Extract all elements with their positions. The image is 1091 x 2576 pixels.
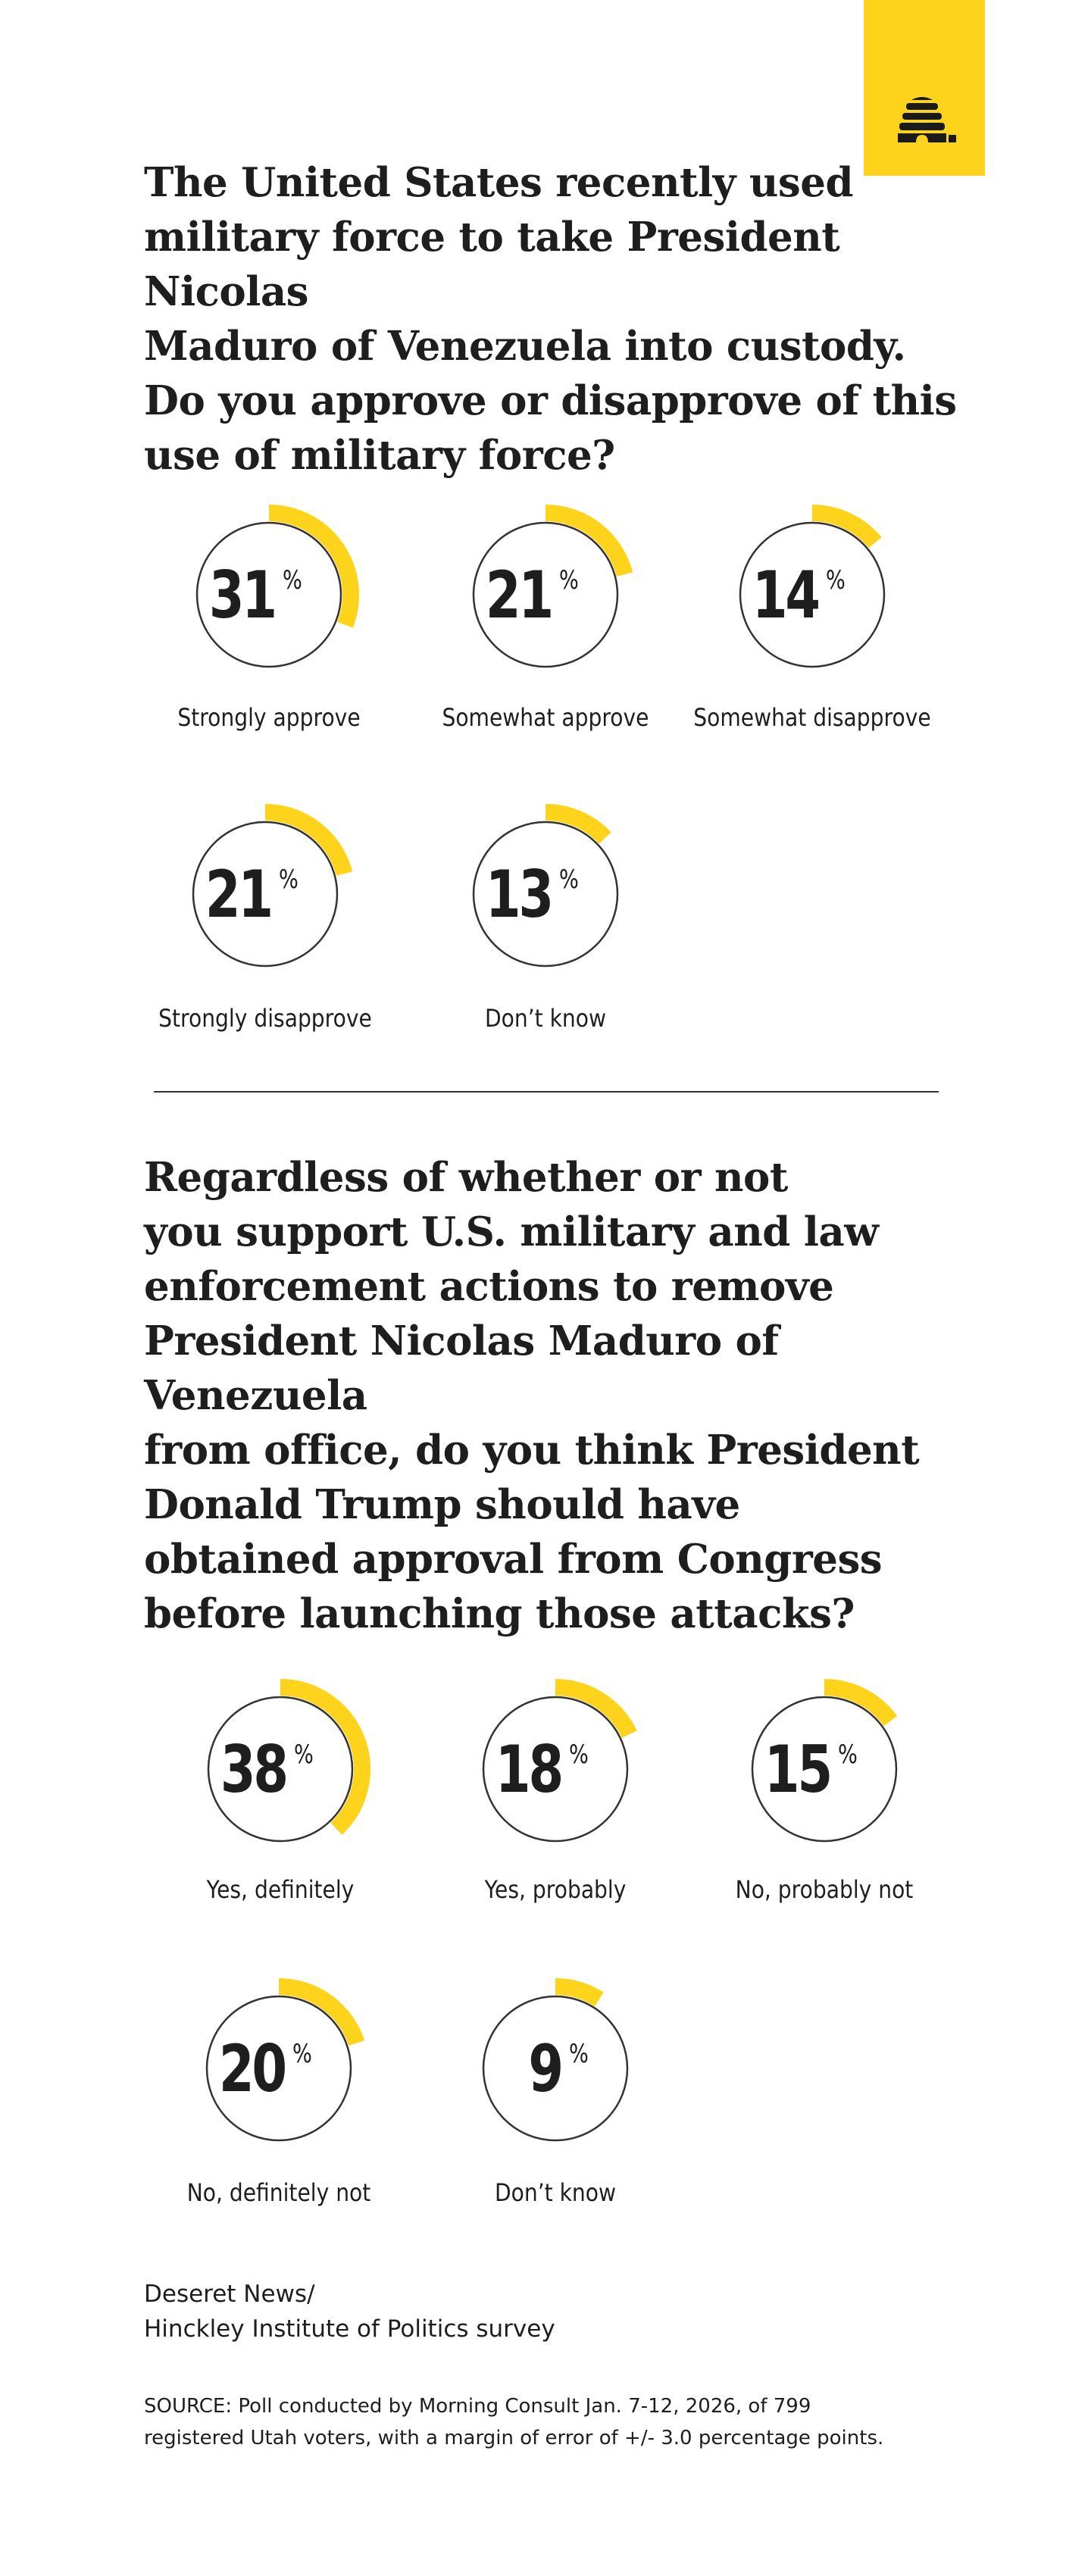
percent-sign: % <box>826 565 846 596</box>
percent-arc <box>280 1687 362 1829</box>
radial-item <box>206 1687 362 1904</box>
category-label: Strongly disapprove <box>158 1005 372 1033</box>
credit-line-1: Deseret News/ <box>144 2281 315 2308</box>
percent-arc <box>269 513 351 625</box>
category-label: No, definitely not <box>186 2179 371 2208</box>
percent-sign: % <box>279 864 299 895</box>
category-label: Don’t know <box>494 2179 617 2208</box>
logo-block <box>864 0 985 176</box>
percent-arc <box>546 812 605 838</box>
category-label: Don’t know <box>484 1005 607 1033</box>
category-label: Strongly approve <box>177 704 361 733</box>
percent-sign: % <box>559 565 579 596</box>
percent-sign: % <box>283 565 302 596</box>
radial-item <box>483 1687 630 1904</box>
radial-item <box>158 812 372 1033</box>
value-label: 18 <box>495 1731 561 1809</box>
value-label: 38 <box>220 1731 286 1809</box>
value-label: 21 <box>205 856 271 933</box>
category-label: Yes, probably <box>484 1876 627 1905</box>
percent-arc <box>812 513 875 542</box>
category-label: Somewhat disapprove <box>693 704 931 733</box>
credit-line-2: Hinckley Institute of Politics survey <box>144 2315 555 2343</box>
percent-sign: % <box>292 2039 312 2069</box>
percent-arc <box>555 1687 630 1734</box>
category-label: No, probably not <box>735 1876 914 1905</box>
radial-item <box>693 513 930 732</box>
category-label: Somewhat approve <box>442 704 649 733</box>
radial-item <box>442 513 649 732</box>
percent-arc <box>279 1987 357 2043</box>
radial-item <box>177 513 360 732</box>
credit <box>144 2277 977 2346</box>
percent-sign: % <box>569 2039 589 2069</box>
chart-2 <box>0 1652 1091 2227</box>
radial-item <box>736 1687 914 1904</box>
category-label: Yes, definitely <box>206 1876 355 1905</box>
question-2-title: Regardless of whether or not you support U.S. military and law enforcement actions to remove President Nicolas Maduro of Venezuela from office, do you think President Donald Trump should have obtained approval from Congress before launching those attacks? <box>144 1154 920 1637</box>
percent-arc <box>546 513 625 574</box>
value-label: 20 <box>218 2030 285 2108</box>
percent-sign: % <box>294 1740 314 1770</box>
radial-item <box>187 1987 371 2207</box>
value-label: 13 <box>485 856 552 933</box>
value-label: 31 <box>208 557 275 634</box>
radial-item <box>483 1987 627 2207</box>
value-label: 21 <box>485 557 552 634</box>
value-label: 14 <box>752 557 818 634</box>
percent-arc <box>265 812 345 874</box>
beehive-icon <box>896 95 957 147</box>
value-label: 9 <box>528 2030 561 2108</box>
percent-sign: % <box>569 1740 589 1770</box>
value-label: 15 <box>764 1731 830 1809</box>
source-note: SOURCE: Poll conducted by Morning Consult Jan. 7-12, 2026, of 799 registered Utah voters, with a margin of error of +/- 3.0 percentage points. <box>144 2395 884 2449</box>
percent-sign: % <box>559 864 579 895</box>
question-1-title: The United States recently used military force to take President Nicolas Maduro of Venezuela into custody. Do you approve or disapprove of this use of military force? <box>144 159 957 479</box>
radial-item <box>474 812 617 1033</box>
chart-1 <box>0 485 1091 1061</box>
section-divider <box>154 1091 939 1093</box>
percent-sign: % <box>838 1740 858 1770</box>
